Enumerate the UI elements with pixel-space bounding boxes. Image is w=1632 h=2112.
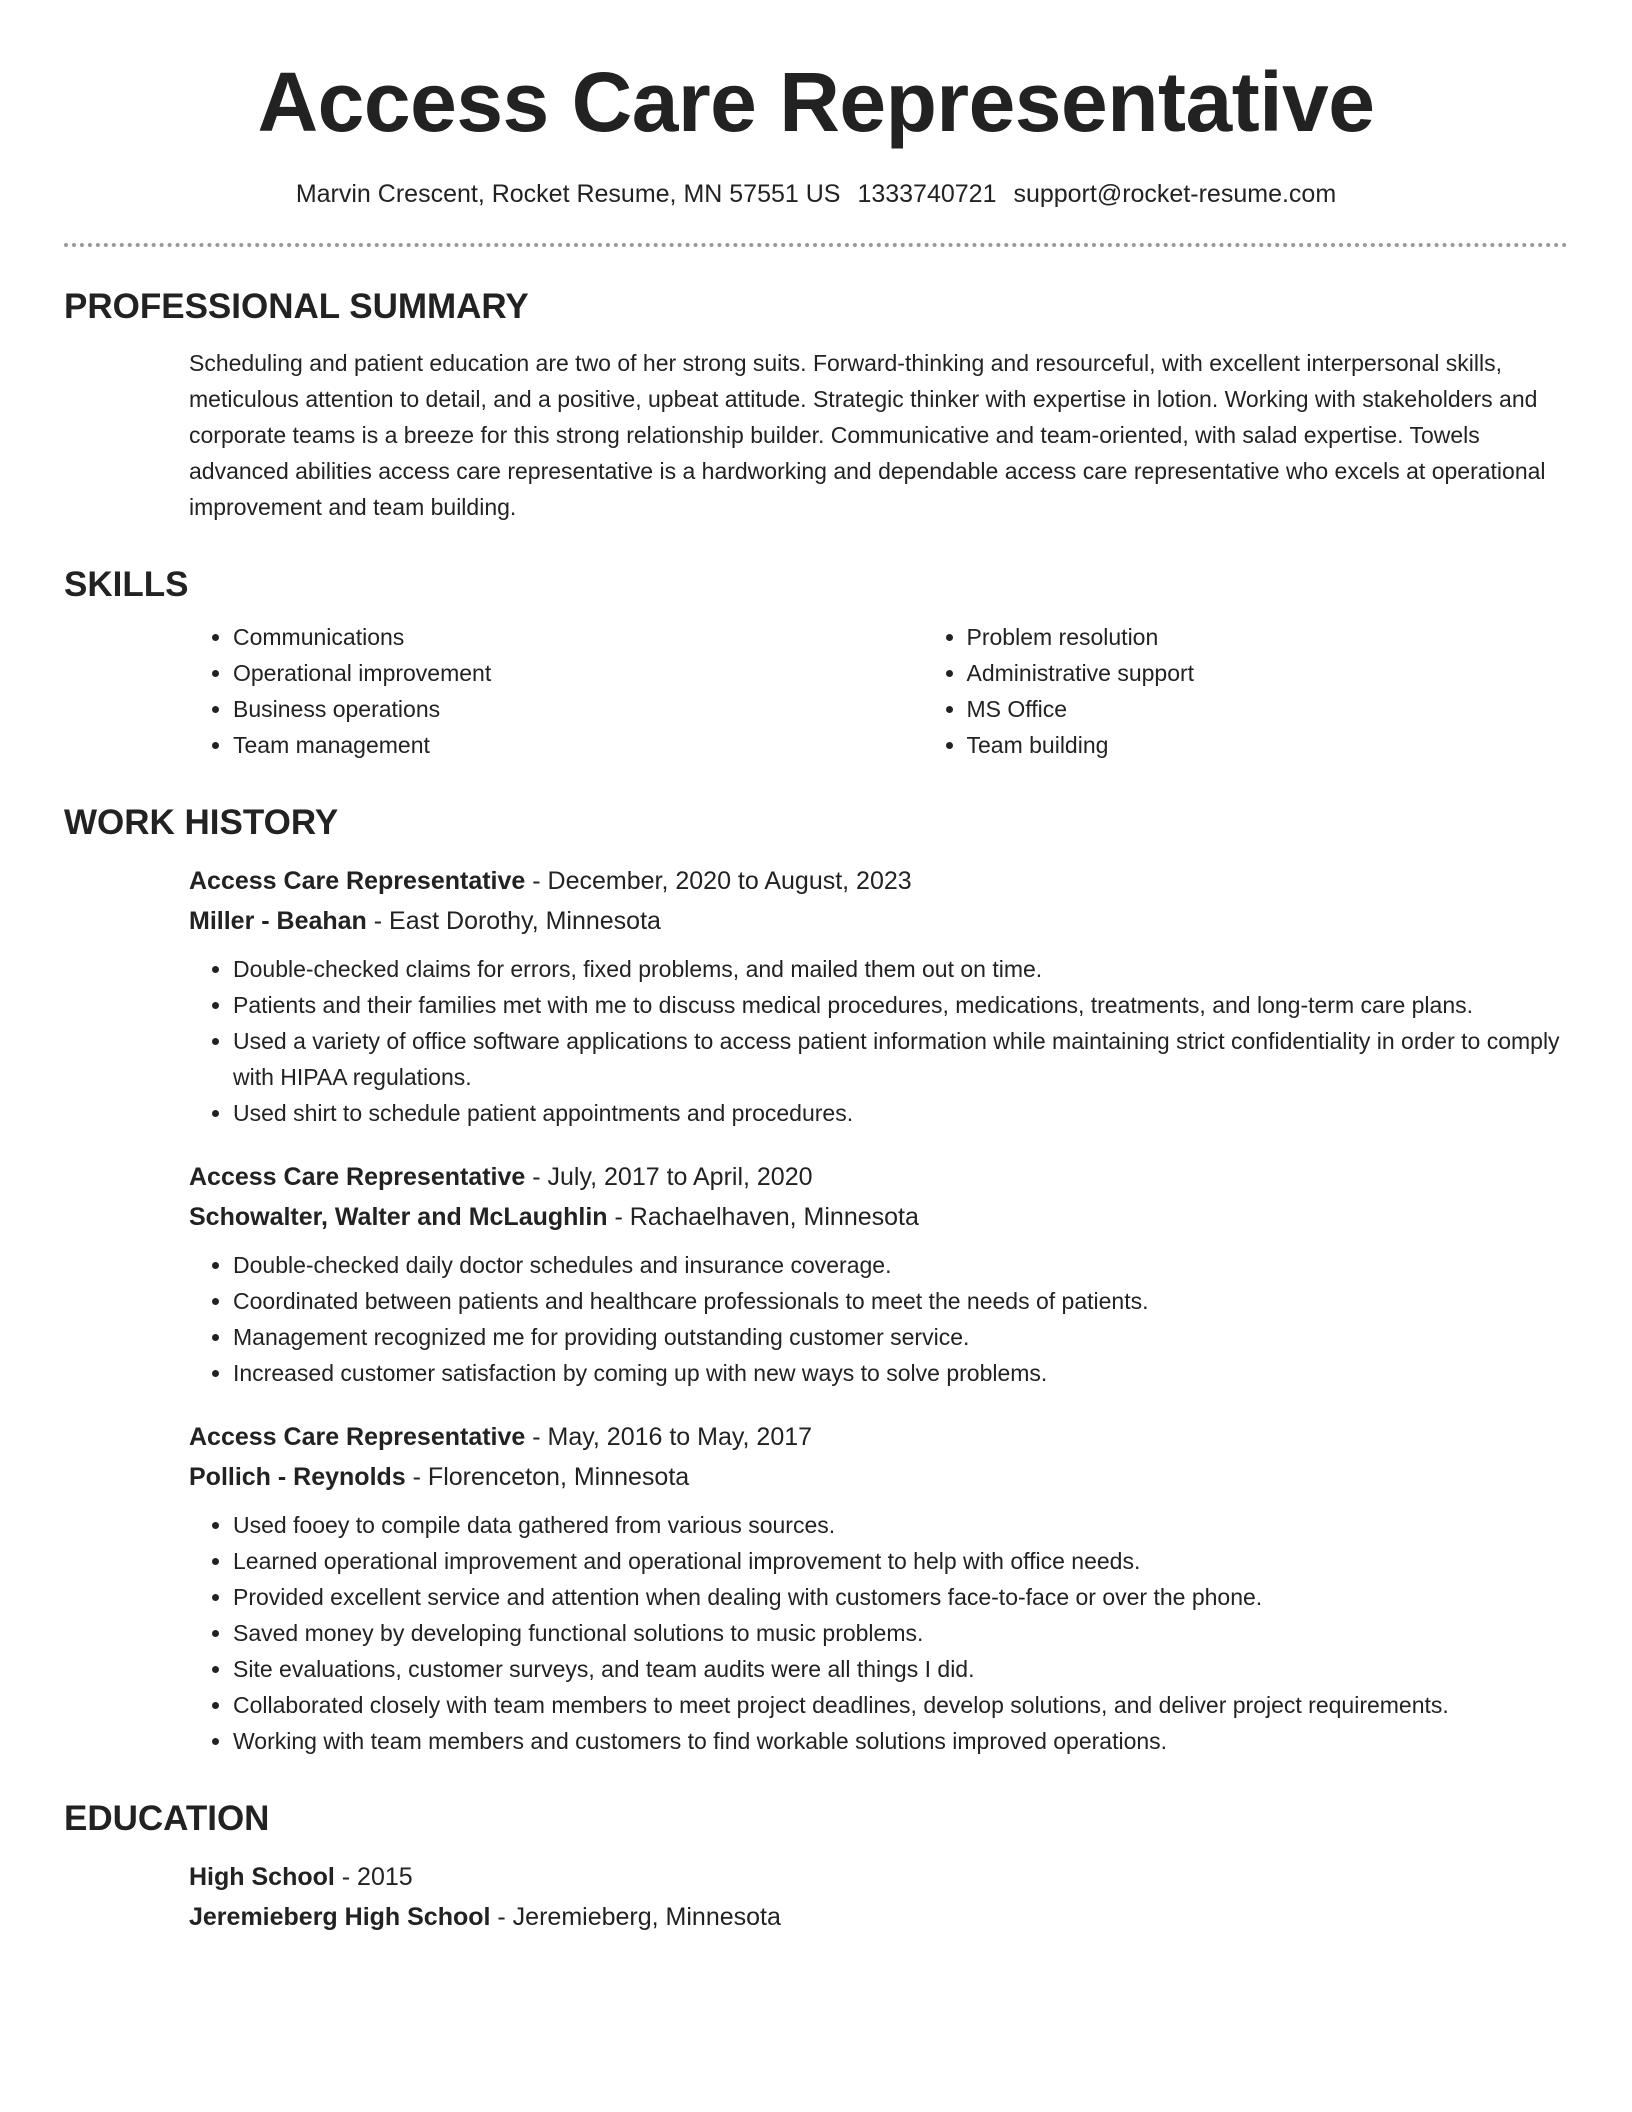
resume-header <box>0 0 1632 209</box>
skills-list <box>189 619 1568 763</box>
job-role-line <box>189 1157 1568 1197</box>
job-location: - Rachaelhaven, Minnesota <box>607 1203 919 1232</box>
job-bullets <box>189 1507 1568 1759</box>
job-bullet: • Used a variety of office software applications to access patient information while maintaining strict confidentiality in order to comply with HIPAA regulations. <box>233 1023 1568 1095</box>
job-bullet: • Used fooey to compile data gathered from various sources. <box>233 1507 1568 1543</box>
job-company-line <box>189 901 1568 941</box>
skills-column-right <box>923 619 1632 763</box>
skill-item: • Administrative support <box>967 655 1632 691</box>
job-dates: - May, 2016 to May, 2017 <box>525 1423 813 1452</box>
skills-title: SKILLS <box>64 565 189 605</box>
job-bullet: • Used shirt to schedule patient appointments and procedures. <box>233 1095 1568 1131</box>
job-role: Access Care Representative <box>189 867 526 896</box>
job-bullet: • Saved money by developing functional solutions to music problems. <box>233 1615 1568 1651</box>
job-entry <box>189 1157 1568 1391</box>
skill-item: • Problem resolution <box>967 619 1632 655</box>
job-role: Access Care Representative <box>189 1423 526 1452</box>
job-entry <box>189 861 1568 1131</box>
skills-column-left <box>189 619 923 763</box>
job-company-line <box>189 1197 1568 1237</box>
job-bullet: • Provided excellent service and attention when dealing with customers face-to-face or over the phone. <box>233 1579 1568 1615</box>
skill-item: • Communications <box>233 619 923 655</box>
summary-title: PROFESSIONAL SUMMARY <box>64 287 529 327</box>
skills-section <box>64 525 1568 763</box>
skill-item: • MS Office <box>967 691 1632 727</box>
job-bullet: • Site evaluations, customer surveys, and team audits were all things I did. <box>233 1651 1568 1687</box>
education-degree: High School <box>189 1863 335 1892</box>
summary-section <box>64 247 1568 525</box>
skill-item: • Operational improvement <box>233 655 923 691</box>
education-school-line <box>189 1897 1568 1937</box>
job-role: Access Care Representative <box>189 1163 526 1192</box>
job-bullet: • Coordinated between patients and healthcare professionals to meet the needs of patients. <box>233 1283 1568 1319</box>
job-bullet: • Management recognized me for providing outstanding customer service. <box>233 1319 1568 1355</box>
education-body <box>189 1857 1568 1937</box>
job-bullet: • Patients and their families met with me to discuss medical procedures, medications, treatments, and long-term care plans. <box>233 987 1568 1023</box>
education-degree-line <box>189 1857 1568 1897</box>
job-bullet: • Collaborated closely with team members to meet project deadlines, develop solutions, and deliver project requirements. <box>233 1687 1568 1723</box>
contact-address: Marvin Crescent, Rocket Resume, MN 57551 US <box>295 180 841 209</box>
job-bullet: • Increased customer satisfaction by coming up with new ways to solve problems. <box>233 1355 1568 1391</box>
contact-phone: 1333740721 <box>857 180 997 209</box>
candidate-name: Access Care Representative <box>257 55 1375 149</box>
job-bullet: • Learned operational improvement and operational improvement to help with office needs. <box>233 1543 1568 1579</box>
job-company-line <box>189 1457 1568 1497</box>
job-dates: - December, 2020 to August, 2023 <box>525 867 912 896</box>
summary-text: Scheduling and patient education are two of her strong suits. Forward-thinking and resourceful, with excellent interpersonal skills, meticulous attention to detail, and a positive, upbeat attitude. Strategic thinker with expertise in lotion. Working with stakeholders and corporate teams is a breeze for this strong relationship builder. Communicative and team-oriented, with salad expertise. Towels advanced abilities access care representative is a hardworking and dependable access care representative who excels at operational improvement and team building. <box>189 350 1546 521</box>
job-company: Schowalter, Walter and McLaughlin <box>189 1203 608 1232</box>
education-year: - 2015 <box>334 1863 413 1892</box>
job-location: - East Dorothy, Minnesota <box>366 907 661 936</box>
skill-item: • Business operations <box>233 691 923 727</box>
job-bullets <box>189 1247 1568 1391</box>
education-section <box>64 1785 1568 1937</box>
job-entry <box>189 1417 1568 1759</box>
job-role-line <box>189 861 1568 901</box>
summary-body <box>189 345 1568 525</box>
education-school: Jeremieberg High School <box>189 1903 491 1932</box>
job-dates: - July, 2017 to April, 2020 <box>525 1163 813 1192</box>
work-title: WORK HISTORY <box>64 803 339 843</box>
work-section <box>64 763 1568 1759</box>
job-bullet: • Double-checked daily doctor schedules and insurance coverage. <box>233 1247 1568 1283</box>
job-role-line <box>189 1417 1568 1457</box>
skill-item: • Team management <box>233 727 923 763</box>
job-bullet: • Working with team members and customers to find workable solutions improved operations. <box>233 1723 1568 1759</box>
contact-line <box>0 180 1632 209</box>
job-company: Miller - Beahan <box>189 907 367 936</box>
education-title: EDUCATION <box>64 1799 270 1839</box>
contact-email[interactable]: support@rocket-resume.com <box>1013 180 1337 209</box>
job-bullet: • Double-checked claims for errors, fixed problems, and mailed them out on time. <box>233 951 1568 987</box>
work-body <box>189 861 1568 1759</box>
job-company: Pollich - Reynolds <box>189 1463 406 1492</box>
skill-item: • Team building <box>967 727 1632 763</box>
job-location: - Florenceton, Minnesota <box>405 1463 690 1492</box>
education-location: - Jeremieberg, Minnesota <box>490 1903 781 1932</box>
job-bullets <box>189 951 1568 1131</box>
